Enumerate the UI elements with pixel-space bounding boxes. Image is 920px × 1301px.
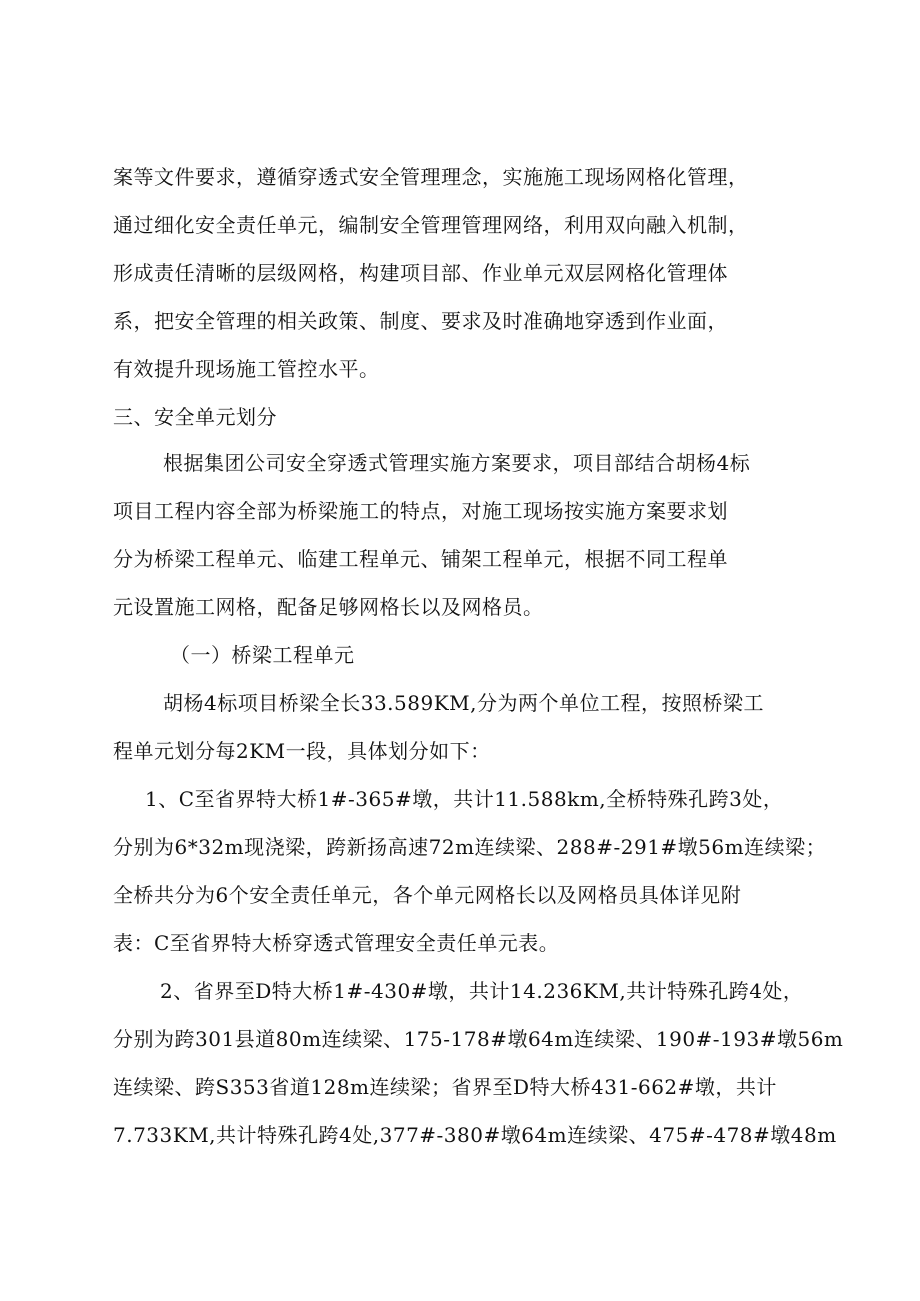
list-item-line: 连续梁、跨S353省道128m连续梁；省界至D特大桥431-662#墩，共计	[113, 1075, 777, 1099]
list-item-line: 表：C至省界特大桥穿透式管理安全责任单元表。	[113, 931, 560, 955]
paragraph-line: 有效提升现场施工管控水平。	[113, 357, 380, 381]
list-item-line: 7.733KM,共计特殊孔跨4处,377#-380#墩64m连续梁、475#-478#墩48m	[113, 1123, 837, 1147]
section-heading: 三、安全单元划分	[113, 405, 277, 429]
paragraph-line: 分为桥梁工程单元、临建工程单元、铺架工程单元，根据不同工程单	[113, 547, 728, 571]
list-item-line: 1、C至省界特大桥1#-365#墩，共计11.588km,全桥特殊孔跨3处，	[145, 787, 784, 811]
paragraph-line: 系，把安全管理的相关政策、制度、要求及时准确地穿透到作业面，	[113, 309, 728, 333]
paragraph-line: 胡杨4标项目桥梁全长33.589KM,分为两个单位工程，按照桥梁工	[163, 691, 764, 715]
paragraph-line: 通过细化安全责任单元，编制安全管理管理网络，利用双向融入机制，	[113, 213, 749, 237]
list-item-line: 分别为跨301县道80m连续梁、175-178#墩64m连续梁、190#-193#墩56m	[113, 1027, 844, 1051]
paragraph-line: 程单元划分每2KM一段，具体划分如下：	[113, 739, 491, 763]
paragraph-line: 案等文件要求，遵循穿透式安全管理理念，实施施工现场网格化管理，	[113, 165, 749, 189]
paragraph-line: 项目工程内容全部为桥梁施工的特点，对施工现场按实施方案要求划	[113, 499, 728, 523]
subsection-heading: （一）桥梁工程单元	[170, 643, 355, 667]
paragraph-line: 根据集团公司安全穿透式管理实施方案要求，项目部结合胡杨4标	[163, 451, 751, 475]
list-item-line: 全桥共分为6个安全责任单元，各个单元网格长以及网格员具体详见附	[113, 883, 742, 907]
list-item-line: 2、省界至D特大桥1#-430#墩，共计14.236KM,共计特殊孔跨4处，	[160, 979, 804, 1003]
list-item-line: 分别为6*32m现浇梁，跨新扬高速72m连续梁、288#-291#墩56m连续梁；	[113, 835, 827, 859]
paragraph-line: 形成责任清晰的层级网格，构建项目部、作业单元双层网格化管理体	[113, 261, 728, 285]
paragraph-line: 元设置施工网格，配备足够网格长以及网格员。	[113, 595, 544, 619]
